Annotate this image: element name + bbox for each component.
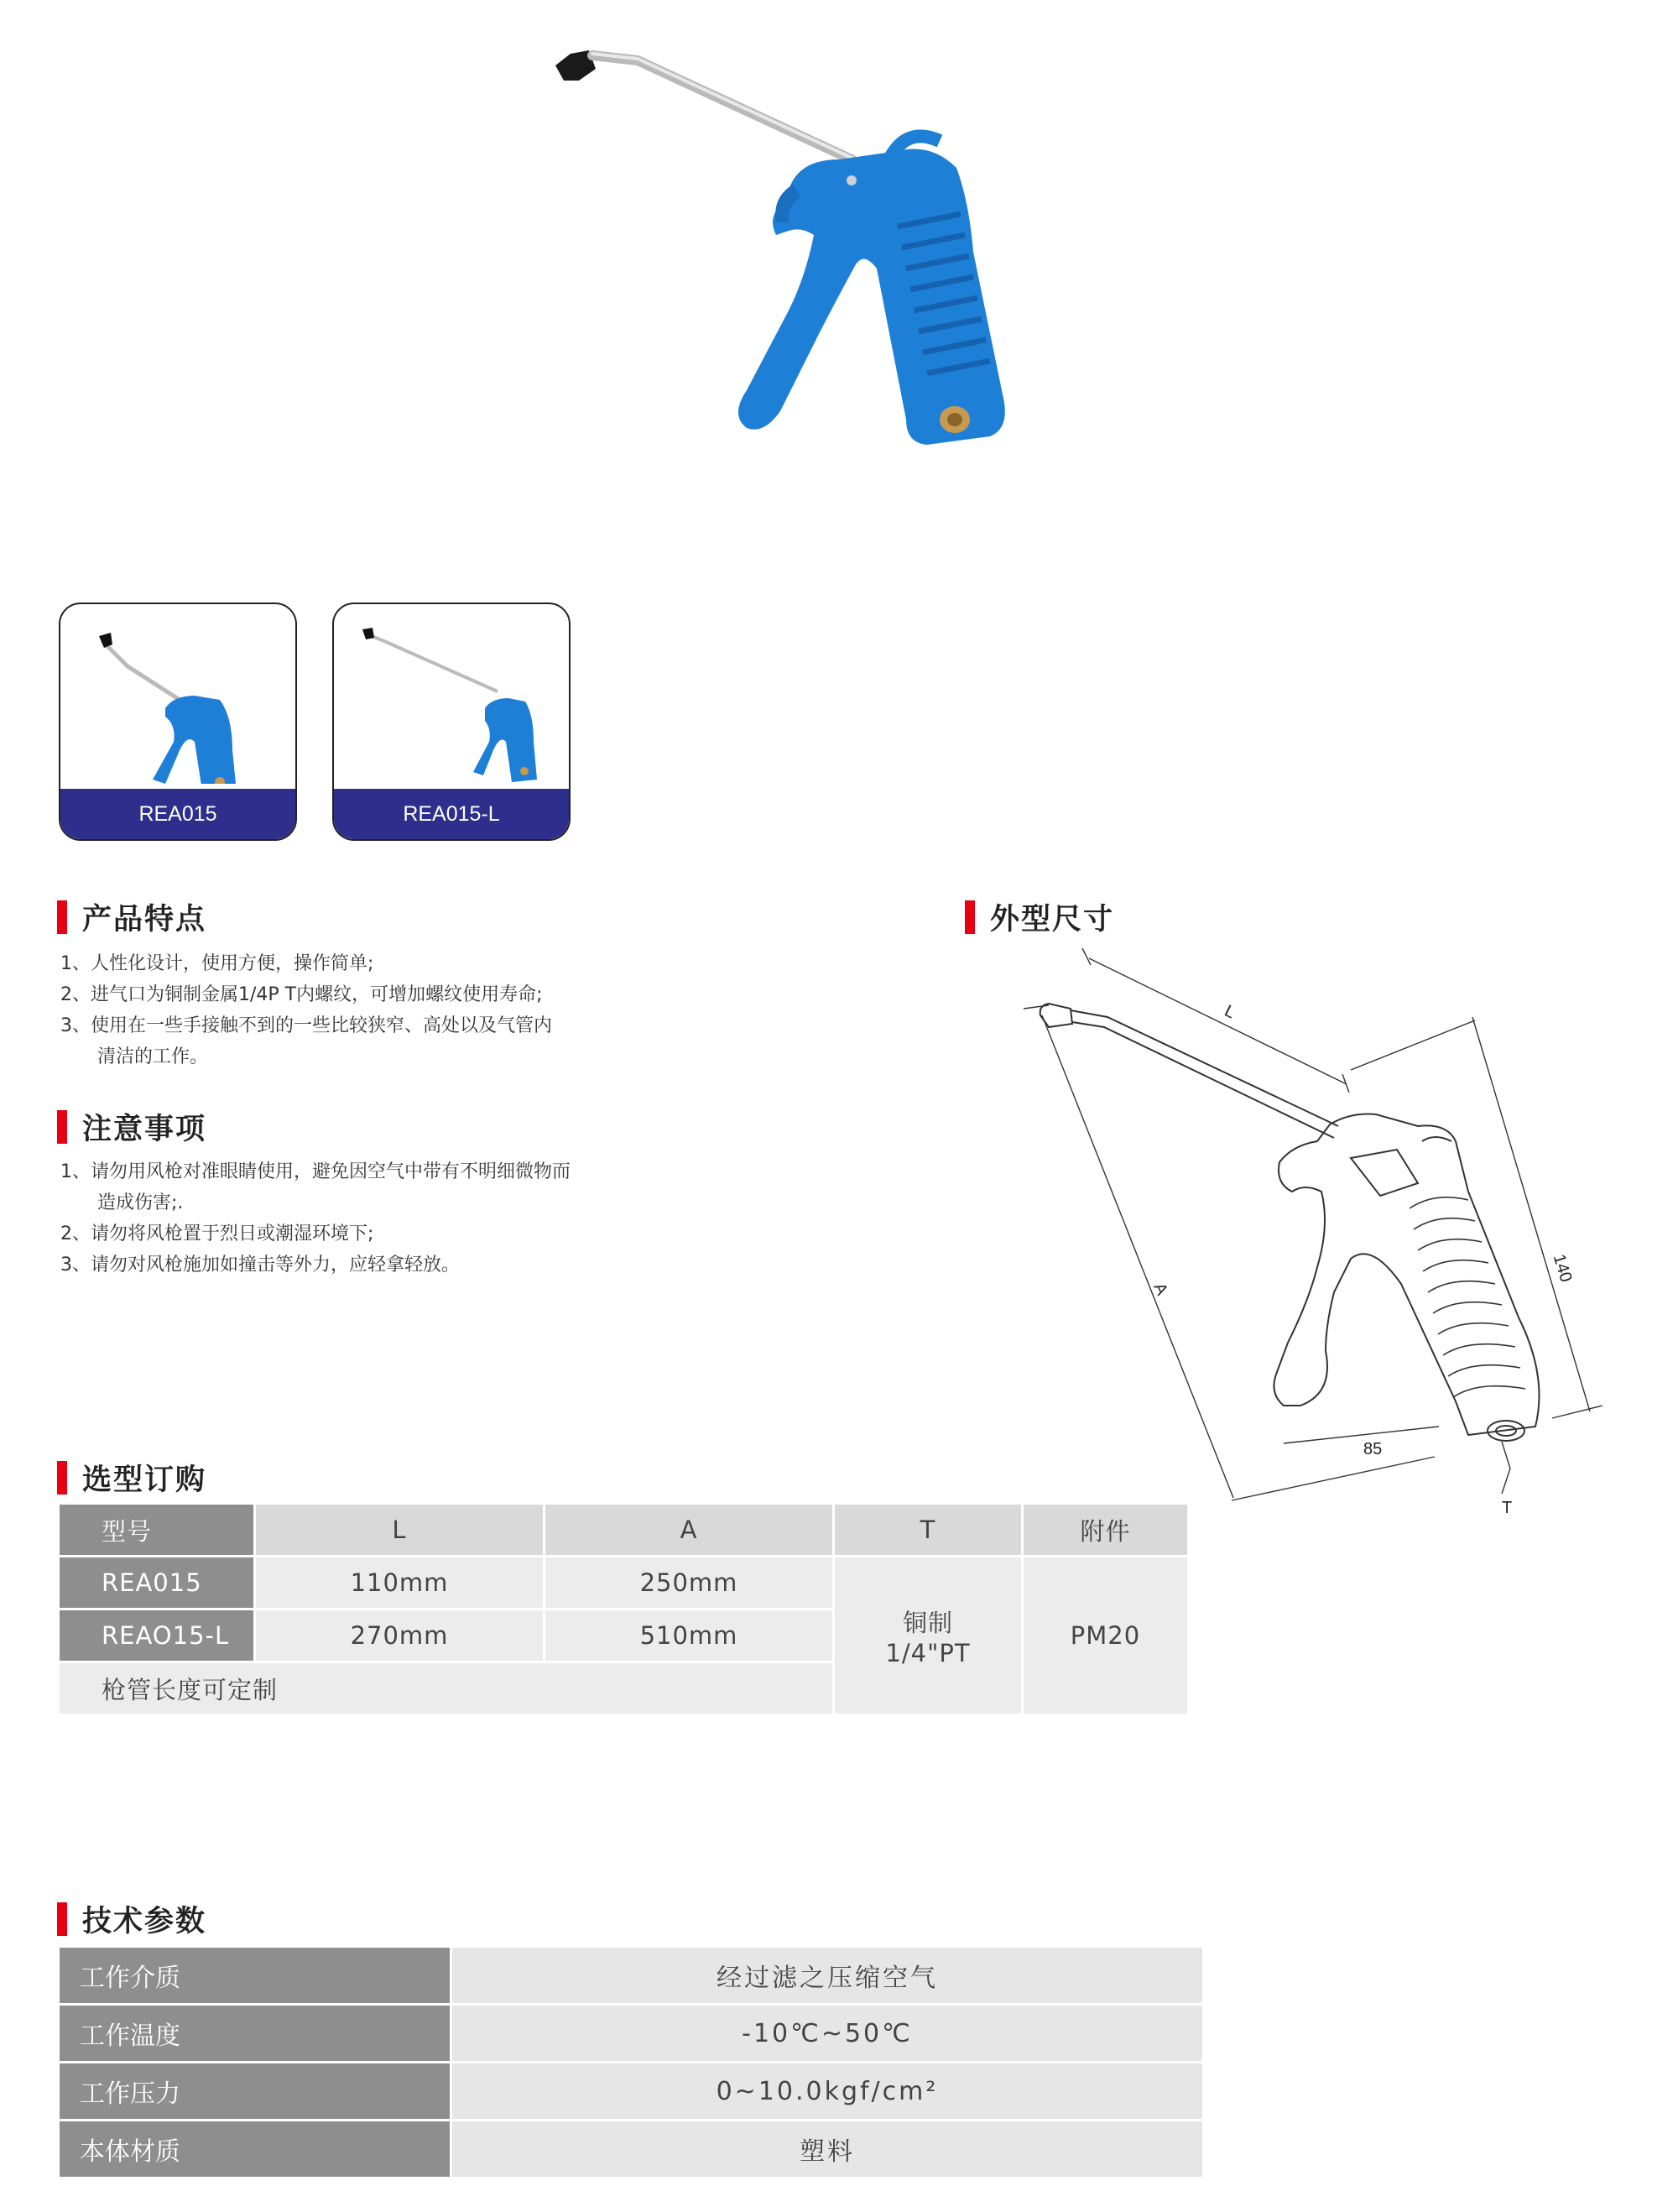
product-image [537, 34, 1124, 554]
order-table [57, 1502, 1190, 1716]
dim-label-l: L [1221, 1001, 1238, 1023]
model-cell: REA015 [59, 1557, 255, 1609]
length-cell: 270mm [255, 1609, 545, 1662]
section-title: 外型尺寸 [990, 903, 1115, 936]
spec-key: 工作温度 [59, 2005, 451, 2063]
cautions-list [60, 1156, 571, 1281]
overall-length-cell: 510mm [545, 1609, 834, 1662]
length-cell: 110mm [255, 1557, 545, 1609]
spec-heading [57, 1900, 206, 1938]
dim-label-height: 140 [1549, 1252, 1576, 1285]
list-item: 2、请勿将风枪置于烈日或潮湿环境下; [60, 1223, 374, 1244]
overall-length-cell: 250mm [545, 1557, 834, 1609]
table-row [59, 2121, 1204, 2178]
thread-cell [834, 1557, 1023, 1715]
spec-key: 本体材质 [59, 2121, 451, 2178]
table-row [59, 1557, 1189, 1609]
column-header: 型号 [59, 1504, 255, 1557]
column-header: T [834, 1504, 1023, 1557]
dim-label-width: 85 [1363, 1440, 1383, 1458]
section-title: 选型订购 [82, 1463, 207, 1497]
thread-size: 1/4"PT [885, 1638, 971, 1667]
thread-material: 铜制 [902, 1608, 953, 1637]
order-heading [57, 1458, 206, 1497]
product-thumbnail [351, 616, 552, 784]
features-heading [57, 898, 206, 936]
table-row [59, 2005, 1204, 2063]
heading-accent-bar [57, 900, 67, 934]
list-item: 3、请勿对风枪施加如撞击等外力，应轻拿轻放。 [60, 1255, 460, 1276]
spec-key: 工作介质 [59, 1947, 451, 2005]
column-header: L [255, 1504, 545, 1557]
features-list [60, 948, 552, 1072]
model-caption: REA015-L [334, 789, 569, 839]
model-card-rea015-l[interactable] [332, 603, 571, 841]
heading-accent-bar [57, 1902, 67, 1936]
spec-value: 经过滤之压缩空气 [451, 1947, 1204, 2005]
dim-label-a: A [1149, 1280, 1171, 1298]
list-item: 清洁的工作。 [97, 1046, 209, 1067]
spec-value: -10℃~50℃ [451, 2005, 1204, 2063]
heading-accent-bar [57, 1461, 67, 1495]
section-title: 技术参数 [82, 1905, 207, 1938]
section-title: 注意事项 [82, 1113, 207, 1146]
section-title: 产品特点 [82, 903, 207, 936]
column-header: A [545, 1504, 834, 1557]
spec-key: 工作压力 [59, 2063, 451, 2121]
spec-table [57, 1945, 1205, 2179]
list-item: 造成伤害;. [97, 1192, 184, 1213]
accessory-cell: PM20 [1023, 1557, 1189, 1715]
heading-accent-bar [965, 900, 975, 934]
list-item: 2、进气口为铜制金属1/4P T内螺纹，可增加螺纹使用寿命; [60, 984, 543, 1005]
table-row [59, 1947, 1204, 2005]
note-cell: 枪管长度可定制 [59, 1662, 834, 1715]
list-item: 1、人性化设计，使用方便，操作简单; [60, 953, 374, 974]
spec-value: 0~10.0kgf/cm² [451, 2063, 1204, 2121]
list-item: 3、使用在一些手接触不到的一些比较狭窄、高处以及气管内 [60, 1015, 552, 1036]
table-row [59, 2063, 1204, 2121]
cautions-heading [57, 1108, 206, 1146]
table-header-row [59, 1504, 1189, 1557]
model-cell: REAO15-L [59, 1609, 255, 1662]
list-item: 1、请勿用风枪对准眼睛使用，避免因空气中带有不明细微物而 [60, 1161, 571, 1182]
dimension-drawing [998, 940, 1636, 1527]
dimensions-heading [965, 898, 1114, 936]
model-card-rea015[interactable] [59, 603, 297, 841]
heading-accent-bar [57, 1110, 67, 1144]
column-header: 附件 [1023, 1504, 1189, 1557]
dim-label-thread: T [1502, 1499, 1513, 1517]
model-caption: REA015 [60, 789, 295, 839]
spec-value: 塑料 [451, 2121, 1204, 2178]
product-thumbnail [77, 616, 279, 784]
